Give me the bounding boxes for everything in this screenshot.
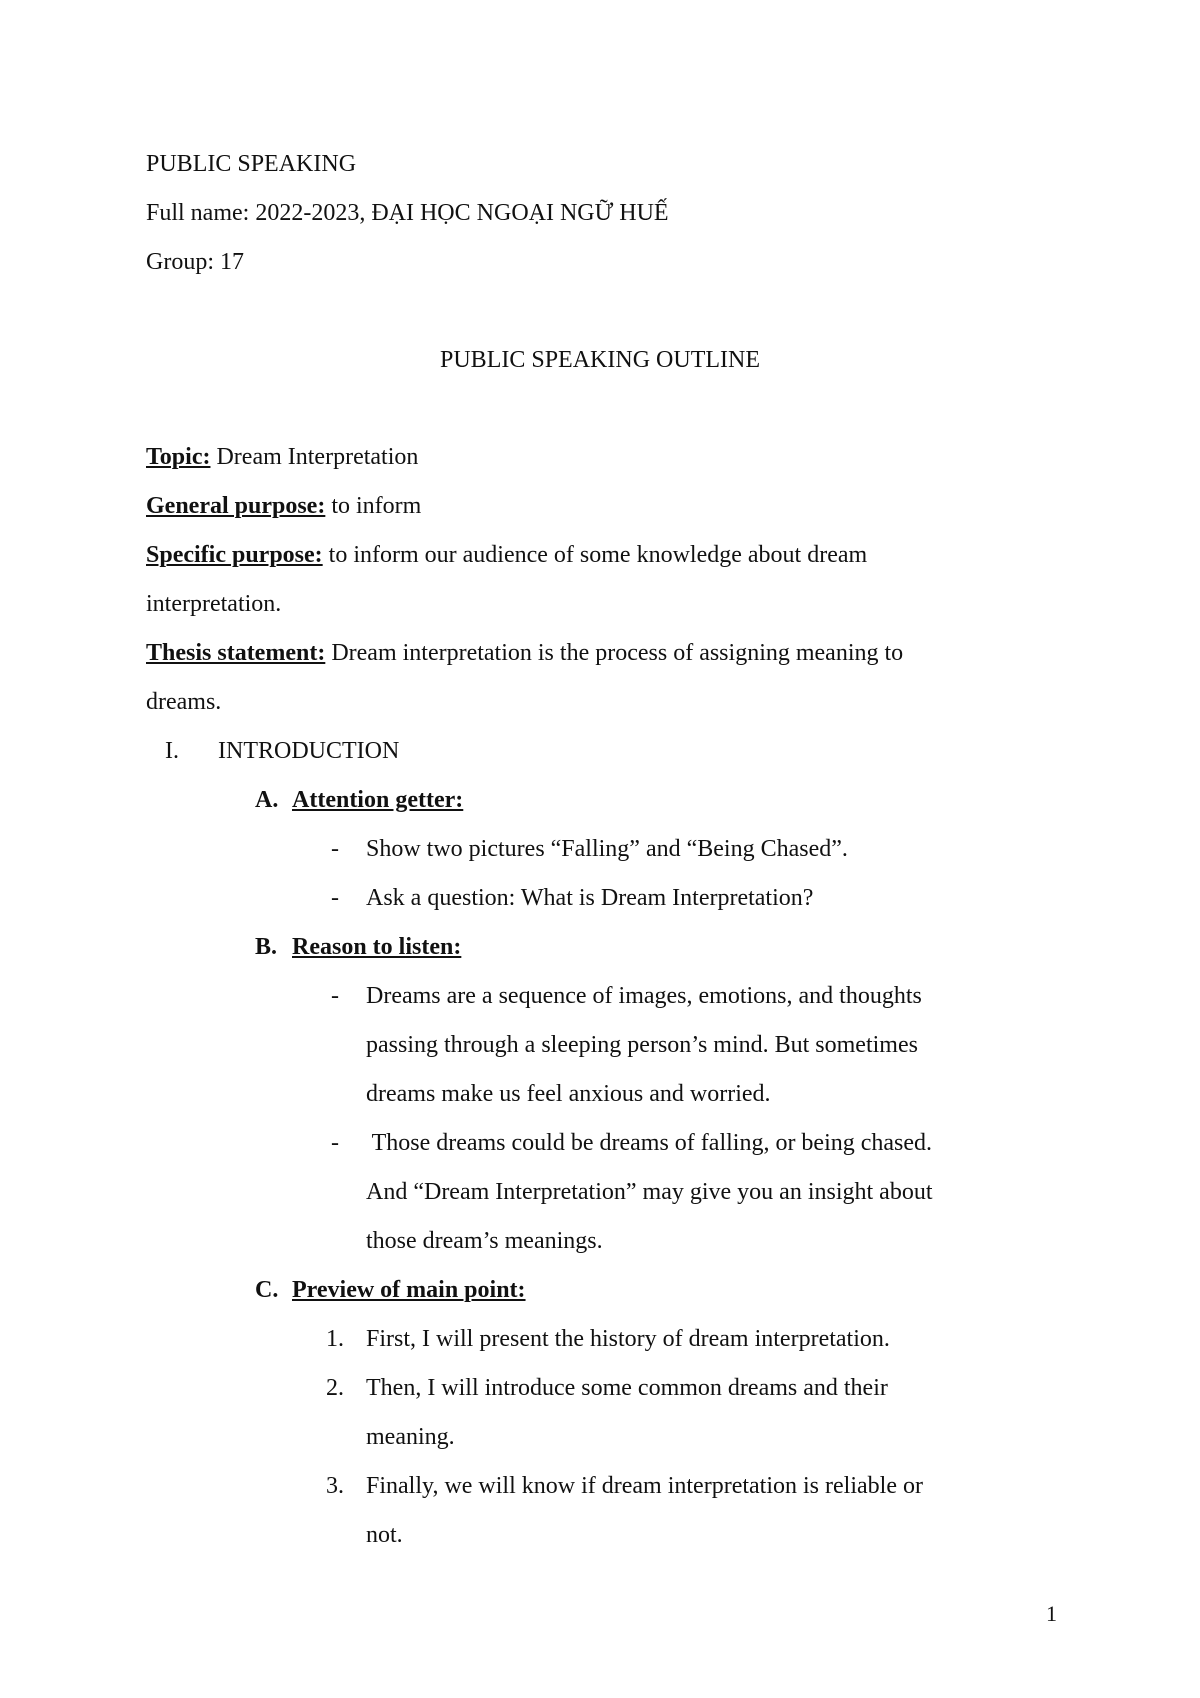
bullet-text-continuation: And “Dream Interpretation” may give you an insight about <box>366 1179 933 1205</box>
outline-title: PUBLIC SPEAKING OUTLINE <box>440 347 760 373</box>
section-numeral: I. <box>165 738 179 764</box>
topic-value: Dream Interpretation <box>216 444 419 470</box>
course-title: PUBLIC SPEAKING <box>146 151 357 177</box>
group-line <box>146 248 244 276</box>
list-number: 1. <box>326 1326 344 1352</box>
subsection-a-title: Attention getter: <box>292 787 464 813</box>
bullet-dash: - <box>331 983 339 1009</box>
group-label: Group: <box>146 249 214 275</box>
list-item-continuation: meaning. <box>366 1424 455 1450</box>
list-number: 2. <box>326 1375 344 1401</box>
section-heading: INTRODUCTION <box>218 738 400 764</box>
bullet-text-continuation: those dream’s meanings. <box>366 1228 603 1254</box>
list-item-text: Then, I will introduce some common dreams and their <box>366 1375 888 1401</box>
thesis-continuation: dreams. <box>146 689 222 715</box>
subsection-a-letter: A. <box>255 787 279 813</box>
subsection-c-title: Preview of main point: <box>292 1277 526 1303</box>
general-purpose-line <box>146 492 421 520</box>
bullet-dash: - <box>331 885 339 911</box>
group-value: 17 <box>220 249 244 275</box>
bullet-text-continuation: passing through a sleeping person’s mind. But sometimes <box>366 1032 918 1058</box>
subsection-b-letter: B. <box>255 934 278 960</box>
subsection-b-title: Reason to listen: <box>292 934 462 960</box>
specific-purpose-line <box>146 541 867 569</box>
general-purpose-value: to inform <box>331 493 422 519</box>
thesis-value: Dream interpretation is the process of assigning meaning to <box>331 640 904 666</box>
subsection-c-letter: C. <box>255 1277 279 1303</box>
list-item-text: First, I will present the history of dream interpretation. <box>366 1326 890 1352</box>
thesis-label: Thesis statement: <box>146 640 326 666</box>
bullet-text: Ask a question: What is Dream Interpretation? <box>366 885 814 911</box>
bullet-dash: - <box>331 836 339 862</box>
list-item-text: Finally, we will know if dream interpretation is reliable or <box>366 1473 923 1499</box>
bullet-text: Those dreams could be dreams of falling, or being chased. <box>366 1130 933 1156</box>
thesis-line <box>146 639 903 667</box>
specific-purpose-label: Specific purpose: <box>146 542 323 568</box>
full-name-label: Full name: <box>146 200 250 226</box>
bullet-text-continuation: dreams make us feel anxious and worried. <box>366 1081 771 1107</box>
bullet-text: Dreams are a sequence of images, emotions, and thoughts <box>366 983 922 1009</box>
topic-label: Topic: <box>146 444 211 470</box>
list-item-continuation: not. <box>366 1522 403 1548</box>
general-purpose-label: General purpose: <box>146 493 326 519</box>
list-number: 3. <box>326 1473 344 1499</box>
topic-line <box>146 443 418 471</box>
bullet-dash: - <box>331 1130 339 1156</box>
full-name-line <box>146 199 669 227</box>
bullet-text: Show two pictures “Falling” and “Being Chased”. <box>366 836 848 862</box>
specific-purpose-value: to inform our audience of some knowledge about dream <box>328 542 868 568</box>
page-number: 1 <box>1046 1601 1057 1626</box>
full-name-value: 2022-2023, ĐẠI HỌC NGOẠI NGỮ HUẾ <box>255 200 669 226</box>
specific-purpose-continuation: interpretation. <box>146 591 282 617</box>
